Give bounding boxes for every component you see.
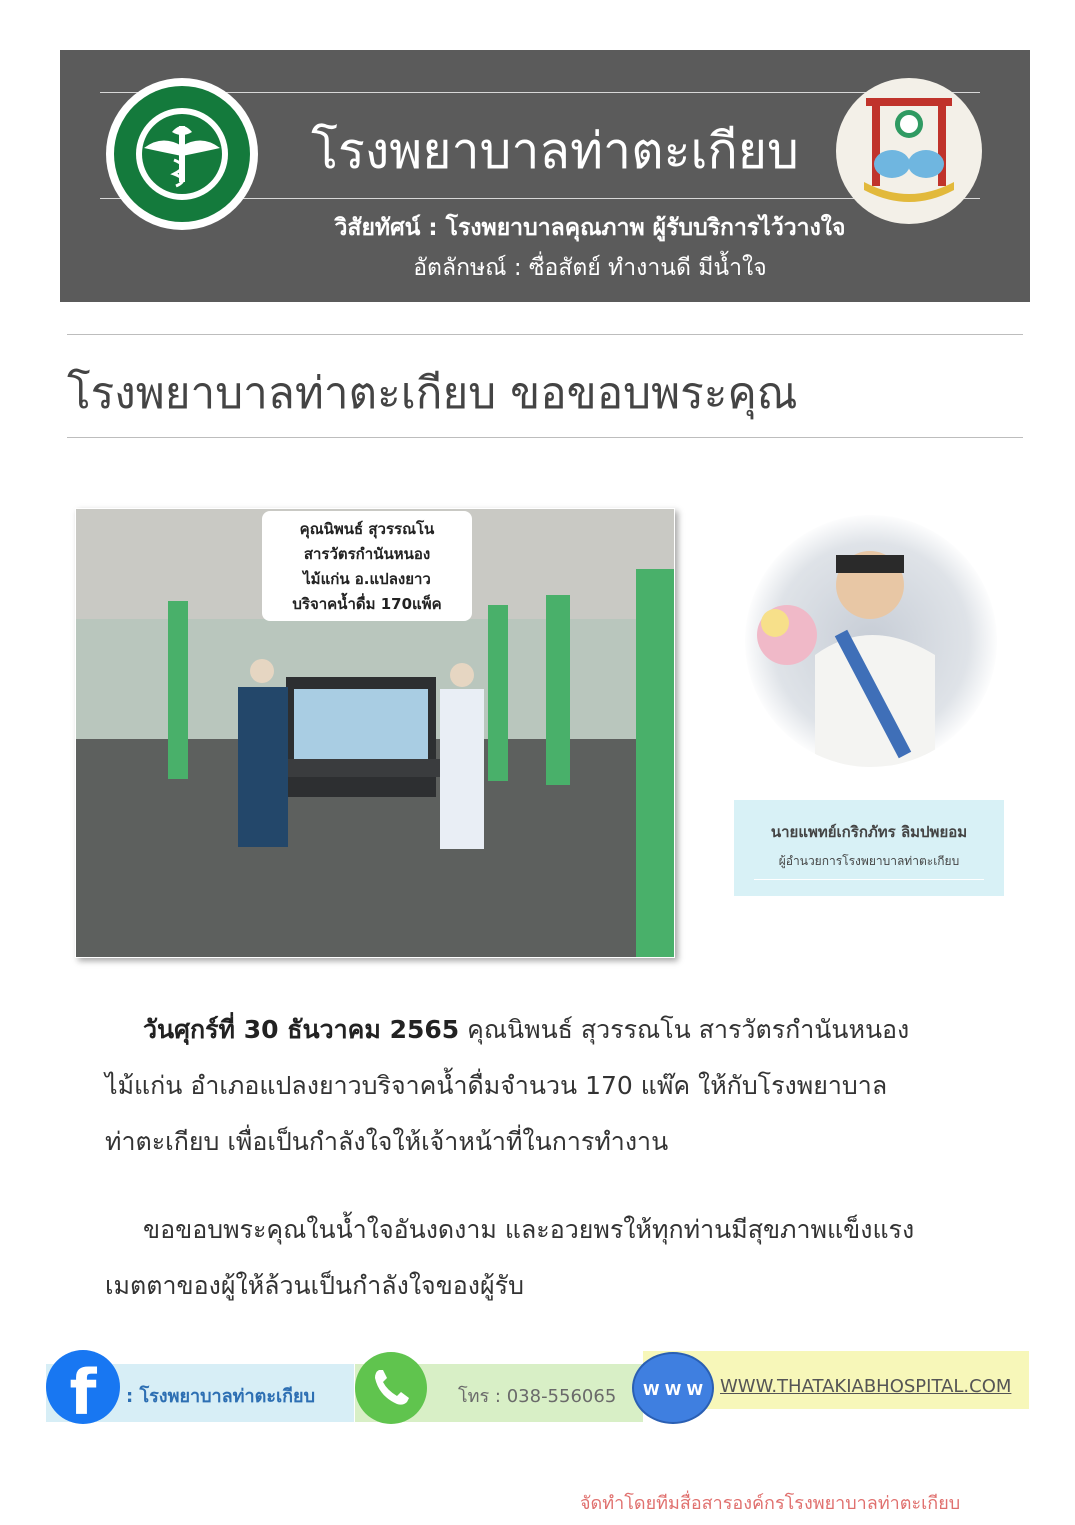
- caption-line-1: คุณนิพนธ์ สุวรรณโน: [299, 520, 435, 538]
- phone-handset-icon: [355, 1352, 427, 1424]
- phone-icon[interactable]: [355, 1352, 427, 1424]
- paragraph-2: [105, 1202, 1010, 1314]
- header-banner: [60, 50, 1030, 302]
- page-title: โรงพยาบาลท่าตะเกียบ ขอขอบพระคุณ: [67, 368, 798, 419]
- vision-statement: วิสัยทัศน์ : โรงพยาบาลคุณภาพ ผู้รับบริการไว้วางใจ: [334, 215, 846, 241]
- name-card-underline: [754, 879, 984, 880]
- title-rule-bottom: [67, 437, 1023, 438]
- paragraph-1-line-3: ท่าตะเกียบ เพื่อเป็นกำลังใจให้เจ้าหน้าที่ในการทำงาน: [105, 1127, 669, 1156]
- hospital-name-heading: โรงพยาบาลท่าตะเกียบ: [311, 122, 799, 180]
- director-portrait-illustration: [745, 515, 997, 767]
- paragraph-1-line-1-text: คุณนิพนธ์ สุวรรณโน สารวัตรกำนันหนอง: [459, 1015, 910, 1044]
- donation-date: วันศุกร์ที่ 30 ธันวาคม 2565: [143, 1015, 460, 1044]
- paragraph-1-line-2: ไม้แก่น อำเภอแปลงยาวบริจาคน้ำดื่มจำนวน 170 แพ๊ค ให้กับโรงพยาบาล: [105, 1071, 888, 1100]
- director-position: ผู้อำนวยการโรงพยาบาลท่าตะเกียบ: [778, 854, 960, 868]
- photo-caption: [262, 511, 472, 621]
- caption-line-2: สารวัตรกำนันหนอง: [303, 545, 431, 563]
- caption-line-3: ไม้แก่น อ.แปลงยาว: [303, 570, 431, 588]
- director-portrait: [745, 515, 997, 767]
- director-name-card: [734, 800, 1004, 896]
- paragraph-2-line-1: ขอขอบพระคุณในน้ำใจอันงดงาม และอวยพรให้ทุกท่านมีสุขภาพแข็งแรง: [143, 1215, 915, 1244]
- website-link[interactable]: WWW.THATAKIABHOSPITAL.COM: [720, 1376, 1012, 1397]
- caption-line-4: บริจาคน้ำดื่ม 170แพ็ค: [292, 595, 442, 613]
- globe-icon[interactable]: W W W: [632, 1352, 714, 1424]
- paragraph-1-line-1: [105, 1002, 1010, 1058]
- donation-photo: [75, 508, 675, 958]
- director-name: นายแพทย์เกริกภัทร ลิมปพยอม: [770, 823, 968, 841]
- paragraph-1: [105, 1002, 1010, 1170]
- facebook-page-link[interactable]: : โรงพยาบาลท่าตะเกียบ: [126, 1386, 316, 1407]
- identity-statement: อัตลักษณ์ : ซื่อสัตย์ ทำงานดี มีน้ำใจ: [413, 255, 767, 281]
- title-rule-top: [67, 334, 1023, 335]
- hospital-logo: [836, 78, 982, 224]
- paragraph-2-line-2: เมตตาของผู้ให้ล้วนเป็นกำลังใจของผู้รับ: [105, 1271, 524, 1300]
- facebook-icon[interactable]: f: [46, 1350, 120, 1424]
- elephant-gate-emblem-icon: [836, 78, 982, 224]
- phone-number[interactable]: โทร : 038-556065: [458, 1386, 617, 1407]
- credit-line: จัดทำโดยทีมสื่อสารองค์กรโรงพยาบาลท่าตะเกียบ: [580, 1493, 961, 1514]
